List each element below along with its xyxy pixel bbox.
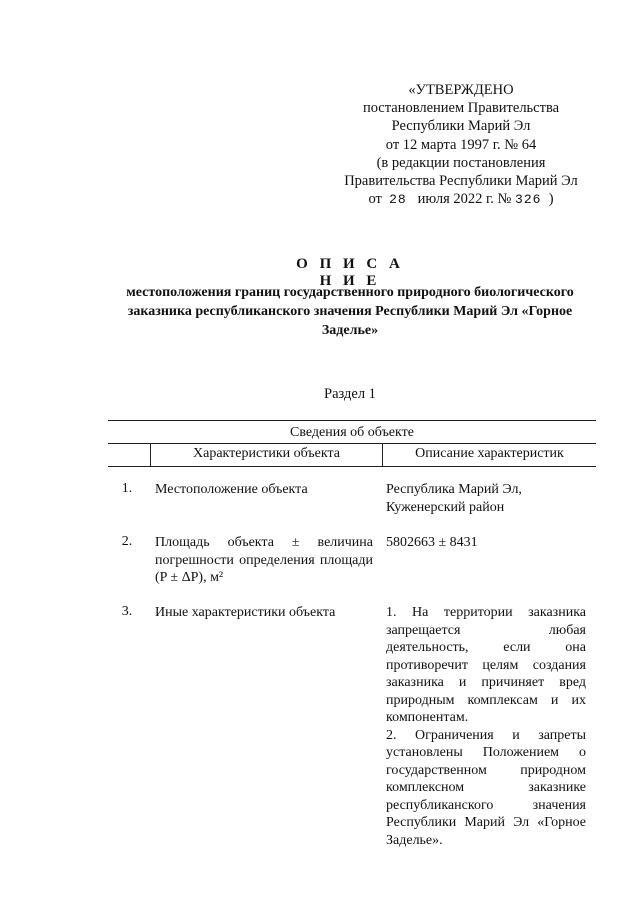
approval-line: Республики Марий Эл	[391, 118, 531, 135]
description-paragraph: 1. На территории заказника запрещается любая деятельность, если она противоречит целям создания заказника и причиняет вред природным комплексам и их компонентам.	[386, 605, 586, 725]
table-caption: Сведения об объекте	[290, 425, 414, 440]
date-day: 28	[389, 192, 407, 208]
approval-line: «УТВЕРЖДЕНО	[408, 82, 514, 98]
date-middle: июля 2022 г. №	[417, 191, 512, 208]
column-header-description: Описание характеристик	[415, 446, 564, 461]
table-header-rule	[108, 466, 596, 467]
section-label: Раздел 1	[324, 386, 376, 402]
row-number: 1.	[121, 481, 133, 496]
approval-line: (в редакции постановления	[376, 154, 546, 171]
approval-line-date	[330, 190, 592, 209]
row-characteristic: Площадь объекта ± величина погрешности определения площади (P ± ΔP), м²	[155, 535, 373, 585]
table-caption-rule	[108, 443, 596, 444]
row-description: 5802663 ± 8431	[386, 535, 478, 550]
document-title: О П И С А Н И Е	[296, 256, 404, 289]
description-paragraph: 2. Ограничения и запреты установлены Положением о государственном природном комплексном заказнике республиканского значения Республики Марий Эл «Горное Заделье».	[386, 727, 586, 848]
row-description	[386, 604, 586, 849]
row-characteristic: Иные характеристики объекта	[155, 605, 336, 620]
row-number: 2.	[121, 534, 133, 549]
document-subtitle: местоположения границ государственного природного биологического заказника республиканского значения Республики Марий Эл «Горное Заделье»	[126, 285, 574, 338]
approval-block	[330, 81, 592, 209]
approval-line: постановлением Правительства	[362, 100, 560, 117]
row-description: Республика Марий Эл, Куженерский район	[386, 482, 522, 515]
column-header-characteristics: Характеристики объекта	[193, 446, 340, 461]
date-suffix: )	[548, 191, 554, 208]
row-characteristic: Местоположение объекта	[155, 482, 308, 497]
table-top-rule	[108, 420, 596, 421]
approval-line: от 12 марта 1997 г. № 64	[385, 136, 537, 153]
row-number: 3.	[121, 604, 133, 619]
approval-line: Правительства Республики Марий Эл	[344, 173, 578, 190]
decree-number: 326	[515, 192, 542, 208]
date-prefix: от	[368, 191, 382, 208]
